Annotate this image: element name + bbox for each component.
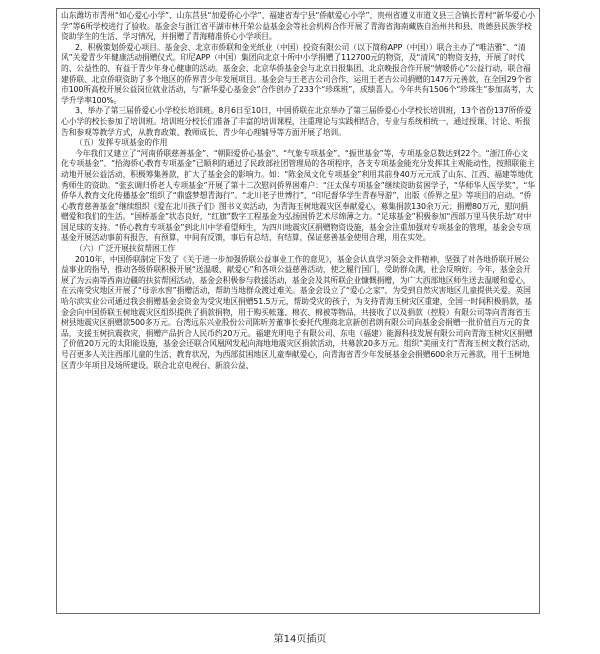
section-heading-6: （六）广泛开展扶贫帮困工作 <box>75 244 176 254</box>
page-number-footer: 第14页插页 <box>273 634 327 645</box>
document-page <box>56 8 540 614</box>
document-body <box>61 11 535 371</box>
paragraph-2: 2、积极策划侨爱心项目。基金会、北京市侨联和金光纸业（中国）投资有限公司（以下简称APP（中国））联合主办了“唯洁雅”、“清风”关爱青少年健康活动捐赠仪式。印尼APP（中国）集团向北京十所中小学捐赠了112700元的物资，及“清风”的物资支持，开展了时代的、公益性的、有益于青少年身心健康的活动。基金会、北京华侨基金会与北京日报集团、北京晚报合作开展“情暖侨心”公益行动，联合福建侨联、北京侨联资助了多个地区的侨界青少年发展项目。基金会与王老吉公司合作，运用王老吉公司捐赠的147万元善款，在全国29个省市100所高校开展公益岗位就业活动，与“新华爱心基金会”合作创办了233个“珍珠班”，成绩喜人。今年共有1506个“珍珠生”参加高考，大学升学率100%。 <box>61 42 534 105</box>
paragraph-1: 山东潍坊市青州“如心爱心小学”、山东莒县“加爱侨心小学”、福建省寿宁县“侨献爱心小学”、贵州省遵义市道义县三合镇长青村“新华爱心小学”等6所学校进行了验收。基金会与浙江省平湖市林开荣公益基金会等社会机构合作开展了青海省海南藏族自治州共和县、贵德县民族学校资助学生的生活、学习情况，并捐赠了青海精准侨心小学项目。 <box>61 11 535 42</box>
paragraph-3: 3、举办了第三届侨爱心小学校长培训班。8月6日至10日，中国侨联在北京举办了第三届侨爱心小学校长培训班，13个省份137所侨爱心小学的校长参加了培训班。培训班分校长们准备了丰富的培训课程，注重理论与实践相结合，专业与系统相统一，通过授课、讨论、听报告和参观等教学方式，从教育政策、教师成长、青少年心理辅导等方面开展了培训。 <box>61 106 532 137</box>
section-heading-5: （五）发挥专项基金的作用 <box>75 138 168 148</box>
paragraph-7: 2010年，中国侨联制定下发了《关于进一步加强侨联公益事业工作的意见》，基金会认真学习领会文件精神，坚强了对各地侨联开展公益事业的指导，推动各级侨联积极开展“送温暖、献爱心”和各项公益慈善活动，使之履行国门，受助群众满，社会反响好。今年，基金会开展了为云南等西南边疆的扶贫帮困活动，基金会积极参与救援活动，基金会及其所联企业慷慨捐赠，为广大西部地区师生送去温暖和爱心，在云南受灾地区开展了“母亲水窖”捐赠活动，帮助当地群众渡过难关。基金会设立了“爱心之家”，为受到自然灾害地区儿童提供关爱。英国哈尔滨实业公司通过我会捐赠基金会资金为受灾地区捐赠51.5万元，帮助受灾的孩子，为支持青海玉树灾区重建，全国一时间积极捐款，基金会向中国侨联玉树地震灾区组织提供了捐款捐物，用于购买帐篷、棉衣、棉被等物品，共接收了以及捐款（控股）有限公司等向青海省玉树县地震灾区捐赠款500多万元。台湾远东兴业股份公司陈昕芳董事长委托代理商北京新创君朗有限公司向基金会捐赠一批价值百万元的食品，支援玉树抗震救灾，捐赠产品折合人民币约20万元。福建光明电子有限公司、东电（福建）能源科技发展有限公司向青海玉树灾区捐赠了价值20万元的太阳能设施，基金会还联合风凰网发起向海地地震灾区捐款活动，共募款20多万元。组织“美丽支行”青海玉树文教行活动，号召更多人关注西部儿童的生活、教育状况，为西部贫困地区儿童奉献爱心，向青海省青少年发展基金会捐赠600余万元善款，用于玉树地区青少年项目及场所建设。联合北京电视台、新浪公益、 <box>61 254 535 370</box>
paragraph-5: 今年我们又建立了“河南侨联慈善基金”、“朝阳爱侨心基金”、“气象专项基金”、“振世基金”等，专项基金总数达到22个。“浙江侨心文化专项基金”、“拾海侨心教育专项基金”已顺利的通过了民政部社团管理局的各项程序，各支专项基金能充分发挥其主观能动性，按照联能主动地开展公益活动，积极筹集善款，扩大了基金会的影响力。如：“陈金凤文化专项基金”利用其前身40万元元成了山东、江西、福建等地优秀师生的资助。“张玄调归侨老人专项基金”开展了第十二次慰问侨界困难户：“汪太保专项基金”继续资助贫困学子，“华师华人医学奖”、“华侨华人教育文化传播基金”组织了“鼎盛梦想青海行”。“北川老子世博行”、“印尼督华学生青春导游”，出版《侨界之星》等项目的启动。“侨心教育慈善基金”继续组织《爱在北川孩子们》图书义卖活动，为青海玉树地震灾区奉献爱心，募集捐款130余万元；捐赠80万元，慰问捐赠爱和我们的生活。“国桥基金”状态良好，“红旗”数字工程基金为弘扬国侨艺术尽绵薄之力。“足球基金”积极参加“西部万里马侠乐劫”对中国足球的支持。“侨心教育专项基金”到北川中学看望师生，为四川地震灾区捐赠物资设施，基金会注重加强对专项基金的管理，基金会专项基金开展活动事前有报告，有预算，中间有反馈，事后有总结，有结算，保证慈善基金使用合理，用在实处。 <box>61 148 535 243</box>
